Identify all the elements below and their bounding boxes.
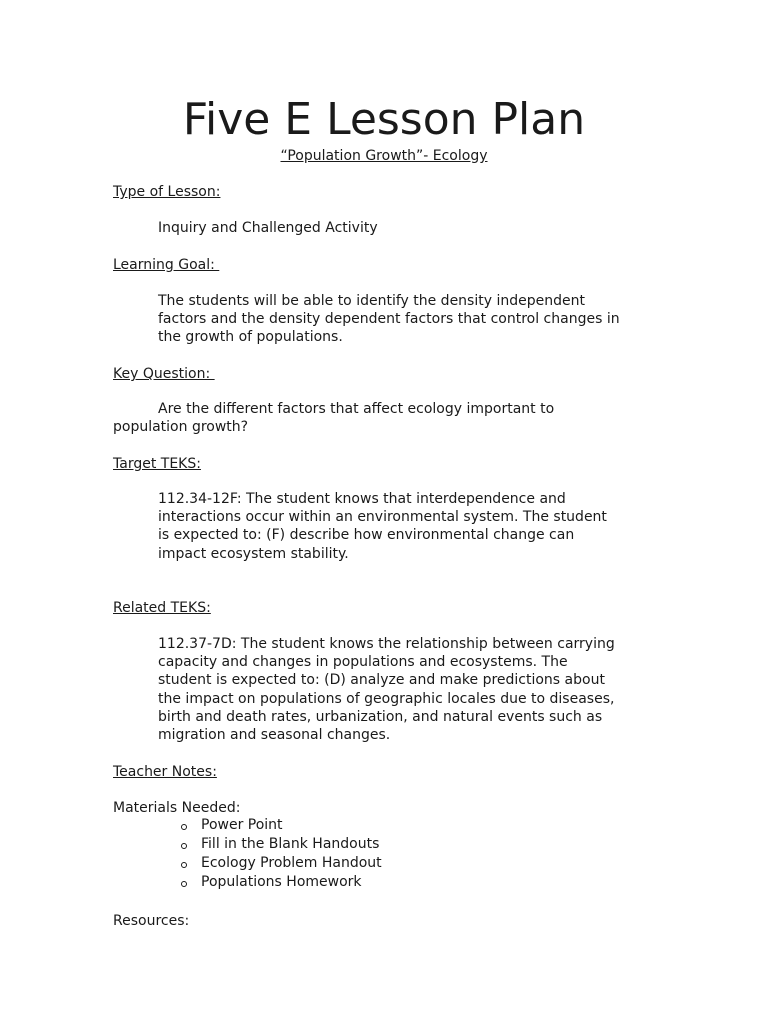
document-title: Five E Lesson Plan xyxy=(182,94,586,145)
materials-list xyxy=(181,816,382,892)
key-question-text xyxy=(113,400,653,436)
teacher-notes-heading: Teacher Notes: xyxy=(113,764,217,780)
target-teks-line: interactions occur within an environmental system. The student xyxy=(158,509,607,526)
hollow-bullet-icon xyxy=(181,824,187,830)
related-teks-line: student is expected to: (D) analyze and make predictions about xyxy=(158,672,605,689)
hollow-bullet-icon xyxy=(181,862,187,868)
list-item-label: Fill in the Blank Handouts xyxy=(201,836,380,852)
related-teks-line: migration and seasonal changes. xyxy=(158,727,391,744)
list-item-label: Ecology Problem Handout xyxy=(201,855,382,871)
learning-goal-line: factors and the density dependent factors that control changes in xyxy=(158,311,620,328)
related-teks-text xyxy=(158,635,668,744)
hollow-bullet-icon xyxy=(181,881,187,887)
type-of-lesson-heading: Type of Lesson: xyxy=(113,184,221,200)
target-teks-line: 112.34-12F: The student knows that interdependence and xyxy=(158,491,566,507)
target-teks-text xyxy=(158,490,668,563)
type-of-lesson-line: Inquiry and Challenged Activity xyxy=(158,220,378,236)
target-teks-line: is expected to: (F) describe how environmental change can xyxy=(158,527,575,544)
related-teks-heading: Related TEKS: xyxy=(113,600,211,616)
learning-goal-heading: Learning Goal: xyxy=(113,257,220,273)
list-item xyxy=(181,854,382,873)
materials-label: Materials Needed: xyxy=(113,800,241,816)
hollow-bullet-icon xyxy=(181,843,187,849)
resources-label: Resources: xyxy=(113,913,190,929)
list-item-label: Populations Homework xyxy=(201,874,362,890)
list-item-label: Power Point xyxy=(201,817,283,833)
list-item xyxy=(181,835,382,854)
type-of-lesson-text xyxy=(158,219,668,237)
learning-goal-line: the growth of populations. xyxy=(158,329,343,346)
key-question-line: Are the different factors that affect ecology important to xyxy=(158,401,555,417)
document-subtitle: “Population Growth”- Ecology xyxy=(280,148,488,164)
target-teks-heading: Target TEKS: xyxy=(113,456,201,472)
related-teks-line: 112.37-7D: The student knows the relationship between carrying xyxy=(158,636,615,652)
learning-goal-text xyxy=(158,292,668,347)
related-teks-line: the impact on populations of geographic locales due to diseases, xyxy=(158,690,615,707)
key-question-heading: Key Question: xyxy=(113,366,215,382)
related-teks-line: birth and death rates, urbanization, and natural events such as xyxy=(158,708,603,725)
list-item xyxy=(181,816,382,835)
list-item xyxy=(181,873,382,892)
related-teks-line: capacity and changes in populations and ecosystems. The xyxy=(158,654,568,671)
learning-goal-line: The students will be able to identify the density independent xyxy=(158,293,585,309)
key-question-line: population growth? xyxy=(113,419,249,436)
target-teks-line: impact ecosystem stability. xyxy=(158,545,349,562)
